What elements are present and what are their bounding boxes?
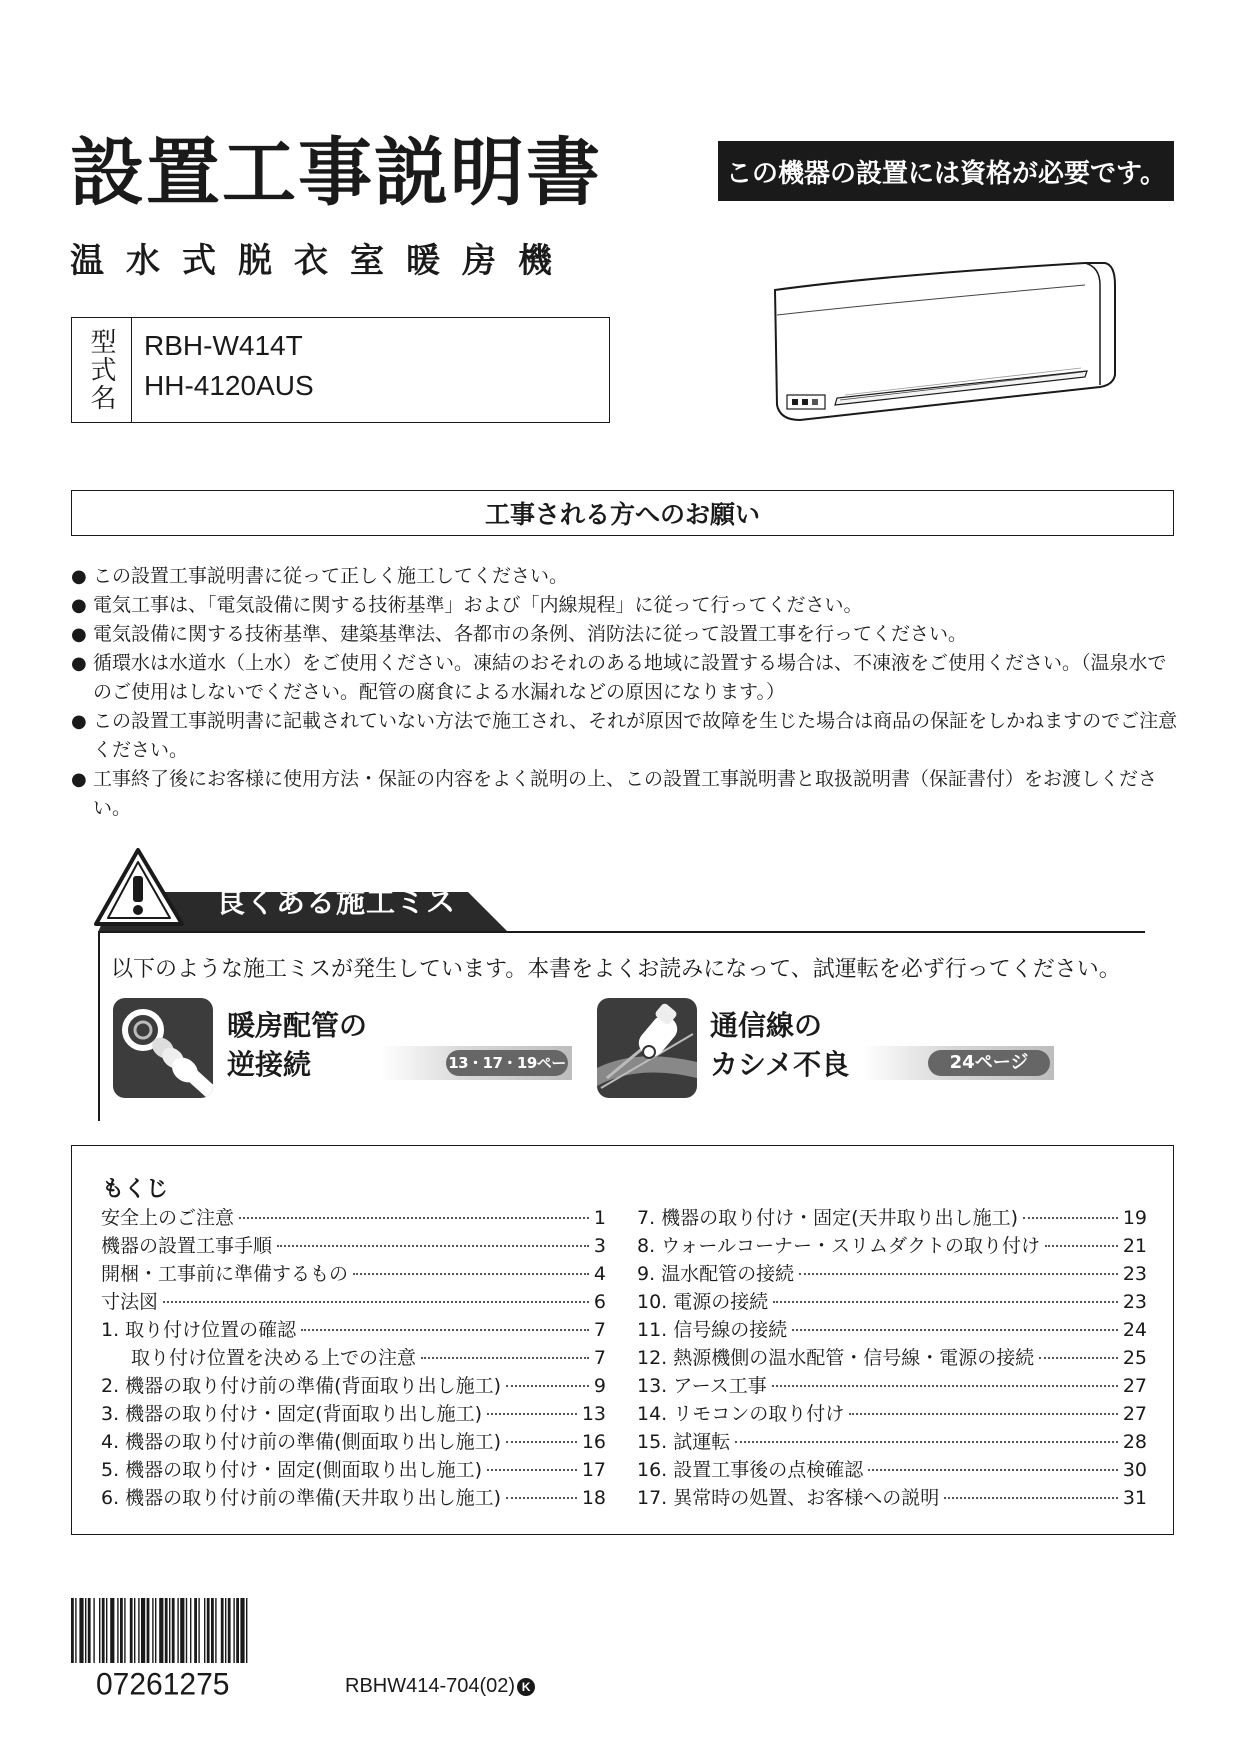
barcode-bar	[152, 1598, 153, 1663]
toc-item: 機器の設置工事手順 3	[101, 1235, 606, 1257]
toc-item: 11. 信号線の接続 24	[637, 1319, 1147, 1341]
toc-right-column	[637, 1204, 1147, 1512]
barcode-bar	[169, 1598, 170, 1663]
toc-item: 13. アース工事 27	[637, 1375, 1147, 1397]
barcode-bar	[71, 1598, 74, 1663]
divider	[98, 931, 100, 1121]
mistakes-description: 以下のような施工ミスが発生しています。本書をよくお読みになって、試運転を必ず行ってください。	[111, 957, 1121, 982]
model-number: HH-4120AUS	[144, 370, 314, 401]
barcode-bar	[246, 1598, 247, 1663]
divider	[100, 931, 1145, 933]
toc-item: 17. 異常時の処置、お客様への説明 31	[637, 1487, 1147, 1509]
barcode-bar	[102, 1598, 105, 1663]
barcode-bar	[240, 1598, 244, 1663]
barcode-bar	[110, 1598, 114, 1663]
barcode-bar	[106, 1598, 107, 1663]
toc-item: 12. 熱源機側の温水配管・信号線・電源の接続 25	[637, 1347, 1147, 1369]
document-code: RBHW414-704(02) K	[345, 1675, 535, 1698]
mistake-text-line: 暖房配管の	[227, 1009, 368, 1042]
mistake-text-line: 通信線の	[710, 1009, 823, 1042]
barcode-bar	[124, 1598, 125, 1663]
barcode-bar	[190, 1598, 191, 1663]
barcode-bar	[79, 1598, 83, 1663]
list-item: ● この設置工事説明書に記載されていない方法で施工され、それが原因で故障を生じた場合は商品の保証をしかねますのでご注意ください。	[71, 707, 1181, 765]
barcode-bar	[85, 1598, 86, 1663]
barcode-bar	[172, 1598, 175, 1663]
barcode-bar	[130, 1598, 133, 1663]
barcode-bar	[88, 1598, 91, 1663]
barcode-bar	[75, 1598, 76, 1663]
barcode-bar	[233, 1598, 234, 1663]
mistake-text-line: カシメ不良	[710, 1048, 850, 1081]
barcode-bar	[141, 1598, 145, 1663]
barcode-bar	[180, 1598, 184, 1663]
toc-item: 16. 設置工事後の点検確認 30	[637, 1459, 1147, 1481]
barcode-bar	[138, 1598, 139, 1663]
k-mark-icon: K	[517, 1678, 535, 1696]
barcode-bar	[228, 1598, 231, 1663]
barcode-bar	[198, 1598, 199, 1663]
page-badge-label: 13・17・19ページ	[448, 1054, 566, 1098]
crimp-terminal-icon	[597, 998, 697, 1098]
list-item: ● 循環水は水道水（上水）をご使用ください。凍結のおそれのある地域に設置する場合は、不凍液をご使用ください。（温泉水でのご使用はしないでください。配管の腐食による水漏れなどの原因になります。）	[71, 649, 1181, 707]
list-item: ● この設置工事説明書に従って正しく施工してください。	[71, 562, 1181, 591]
barcode-bar	[194, 1598, 197, 1663]
barcode-bar	[93, 1598, 94, 1663]
toc-item: 10. 電源の接続 23	[637, 1291, 1147, 1313]
pipe-connection-icon	[113, 998, 213, 1098]
barcode-bar	[147, 1598, 150, 1663]
barcode-bar	[221, 1598, 224, 1663]
barcode-bar	[207, 1598, 210, 1663]
page-badge	[380, 1046, 572, 1098]
toc-item: 3. 機器の取り付け・固定(背面取り出し施工) 13	[101, 1403, 606, 1425]
page-title: 設置工事説明書	[70, 130, 602, 216]
page-badge	[862, 1046, 1054, 1080]
toc-item: 取り付け位置を決める上での注意 7	[131, 1347, 606, 1369]
page-badge-label: 24ページ	[949, 1052, 1029, 1073]
toc-item: 開梱・工事前に準備するもの 4	[101, 1263, 606, 1285]
toc-item: 7. 機器の取り付け・固定(天井取り出し施工) 19	[637, 1207, 1147, 1229]
toc-item: 寸法図 6	[101, 1291, 606, 1313]
toc-item: 15. 試運転 28	[637, 1431, 1147, 1453]
barcode-bar	[204, 1598, 205, 1663]
barcode-bar	[159, 1598, 163, 1663]
mistakes-title: 良くある施工ミス	[216, 885, 457, 919]
barcode	[71, 1598, 311, 1663]
mistake-text-line: 逆接続	[227, 1048, 312, 1081]
page-subtitle: 温水式脱衣室暖房機	[70, 241, 574, 281]
toc-item: 9. 温水配管の接続 23	[637, 1263, 1147, 1285]
request-heading: 工事される方へのお願い	[71, 490, 1174, 536]
toc-item: 5. 機器の取り付け・固定(側面取り出し施工) 17	[101, 1459, 606, 1481]
barcode-bar	[117, 1598, 118, 1663]
license-notice-banner: この機器の設置には資格が必要です。	[718, 141, 1174, 201]
toc-item: 安全上のご注意 1	[101, 1207, 606, 1229]
barcode-bar	[225, 1598, 226, 1663]
toc-item: 1. 取り付け位置の確認 7	[101, 1319, 606, 1341]
barcode-bar	[120, 1598, 123, 1663]
mistake-item-2	[710, 1006, 849, 1084]
toc-title: もくじ	[102, 1177, 169, 1202]
list-item: ● 工事終了後にお客様に使用方法・保証の内容をよく説明の上、この設置工事説明書と取扱説明書（保証書付）をお渡しください。	[71, 765, 1181, 823]
model-box	[71, 317, 610, 423]
request-list	[71, 562, 1181, 823]
list-item: ● 電気設備に関する技術基準、建築基準法、各都市の条例、消防法に従って設置工事を行ってください。	[71, 620, 1181, 649]
toc-item: 4. 機器の取り付け前の準備(側面取り出し施工) 16	[101, 1431, 606, 1453]
barcode-bar	[211, 1598, 214, 1663]
toc-item: 14. リモコンの取り付け 27	[637, 1403, 1147, 1425]
barcode-bar	[165, 1598, 168, 1663]
toc-item: 8. ウォールコーナー・スリムダクトの取り付け 21	[637, 1235, 1147, 1257]
barcode-number: 07261275	[96, 1667, 230, 1702]
mistake-item-1	[227, 1006, 367, 1084]
barcode-bar	[177, 1598, 178, 1663]
heater-unit-illustration	[765, 255, 1125, 435]
barcode-bar	[215, 1598, 216, 1663]
barcode-bar	[236, 1598, 239, 1663]
model-label: 型式名	[72, 318, 132, 422]
model-number: RBH-W414T	[144, 330, 303, 361]
toc-item: 6. 機器の取り付け前の準備(天井取り出し施工) 18	[101, 1487, 606, 1509]
barcode-bar	[134, 1598, 135, 1663]
barcode-bar	[99, 1598, 100, 1663]
toc-left-column	[101, 1204, 606, 1512]
barcode-bar	[186, 1598, 187, 1663]
barcode-bar	[155, 1598, 156, 1663]
list-item: ● 電気工事は、「電気設備に関する技術基準」および「内線規程」に従って行ってください。	[71, 591, 1181, 620]
toc-item: 2. 機器の取り付け前の準備(背面取り出し施工) 9	[101, 1375, 606, 1397]
